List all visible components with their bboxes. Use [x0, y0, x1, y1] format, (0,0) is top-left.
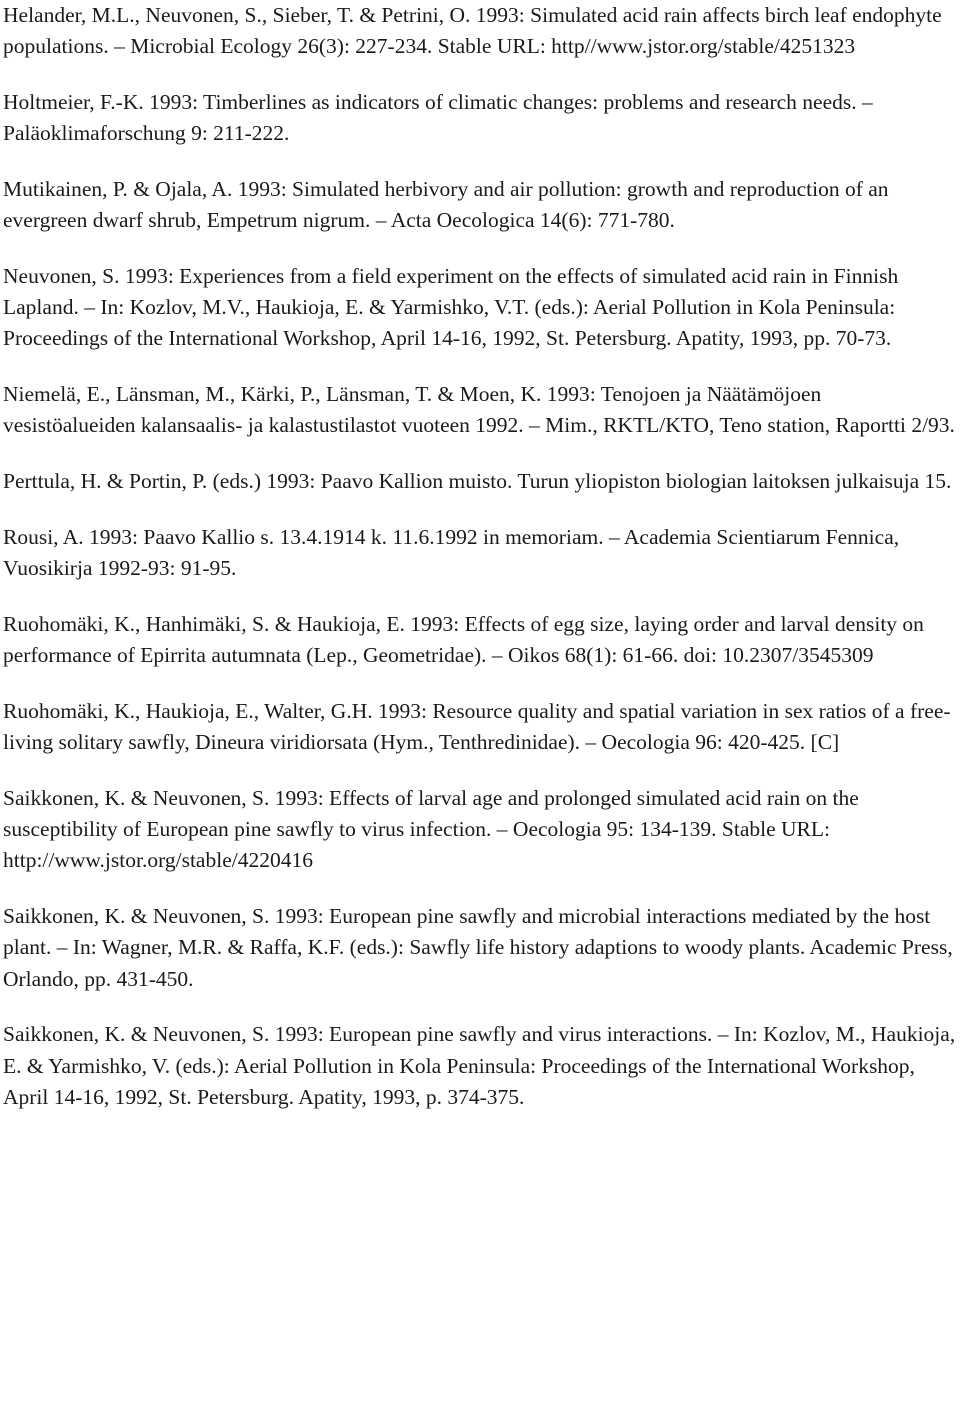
reference-entry: Ruohomäki, K., Hanhimäki, S. & Haukioja, E. 1993: Effects of egg size, laying order and larval density on performance of Epirrita autumnata (Lep., Geometridae). – Oikos 68(1): 61-66. doi: 10.2307/3545309 — [3, 612, 924, 668]
reference-entry: Rousi, A. 1993: Paavo Kallio s. 13.4.1914 k. 11.6.1992 in memoriam. – Academia Scientiarum Fennica, Vuosikirja 1992-93: 91-95. — [3, 525, 900, 581]
reference-entry: Saikkonen, K. & Neuvonen, S. 1993: European pine sawfly and virus interactions. – In: Kozlov, M., Haukioja, E. & Yarmishko, V. (eds.): Aerial Pollution in Kola Peninsula: Proceedings of the International Workshop, April 14-16, 1992, St. Petersburg. Apatity, 1993, p. 374-375. — [3, 1022, 956, 1109]
reference-entry: Niemelä, E., Länsman, M., Kärki, P., Länsman, T. & Moen, K. 1993: Tenojoen ja Näätämöjoen vesistöalueiden kalansaalis- ja kalastustilastot vuoteen 1992. – Mim., RKTL/KTO, Teno station, Raportti 2/93. — [3, 382, 955, 438]
reference-entry: Perttula, H. & Portin, P. (eds.) 1993: Paavo Kallion muisto. Turun yliopiston biologian laitoksen julkaisuja 15. — [3, 469, 952, 494]
reference-entry: Mutikainen, P. & Ojala, A. 1993: Simulated herbivory and air pollution: growth and reproduction of an evergreen dwarf shrub, Empetrum nigrum. – Acta Oecologica 14(6): 771-780. — [3, 177, 889, 233]
reference-entry: Ruohomäki, K., Haukioja, E., Walter, G.H. 1993: Resource quality and spatial variation in sex ratios of a free-living solitary sawfly, Dineura viridiorsata (Hym., Tenthredinidae). – Oecologia 96: 420-425. [C] — [3, 699, 951, 755]
reference-list — [3, 0, 958, 1113]
reference-entry: Neuvonen, S. 1993: Experiences from a field experiment on the effects of simulated acid rain in Finnish Lapland. – In: Kozlov, M.V., Haukioja, E. & Yarmishko, V.T. (eds.): Aerial Pollution in Kola Peninsula: Proceedings of the International Workshop, April 14-16, 1992, St. Petersburg. Apatity, 1993, pp. 70-73. — [3, 264, 899, 351]
reference-entry: Holtmeier, F.-K. 1993: Timberlines as indicators of climatic changes: problems and research needs. – Paläoklimaforschung 9: 211-222. — [3, 90, 873, 146]
reference-entry: Helander, M.L., Neuvonen, S., Sieber, T. & Petrini, O. 1993: Simulated acid rain affects birch leaf endophyte populations. – Microbial Ecology 26(3): 227-234. Stable URL: http//www.jstor.org/stable/4251323 — [3, 3, 942, 59]
reference-entry: Saikkonen, K. & Neuvonen, S. 1993: European pine sawfly and microbial interactions mediated by the host plant. – In: Wagner, M.R. & Raffa, K.F. (eds.): Sawfly life history adaptions to woody plants. Academic Press, Orlando, pp. 431-450. — [3, 904, 953, 991]
reference-entry: Saikkonen, K. & Neuvonen, S. 1993: Effects of larval age and prolonged simulated acid rain on the susceptibility of European pine sawfly to virus infection. – Oecologia 95: 134-139. Stable URL: http://www.jstor.org/stable/4220416 — [3, 786, 859, 873]
